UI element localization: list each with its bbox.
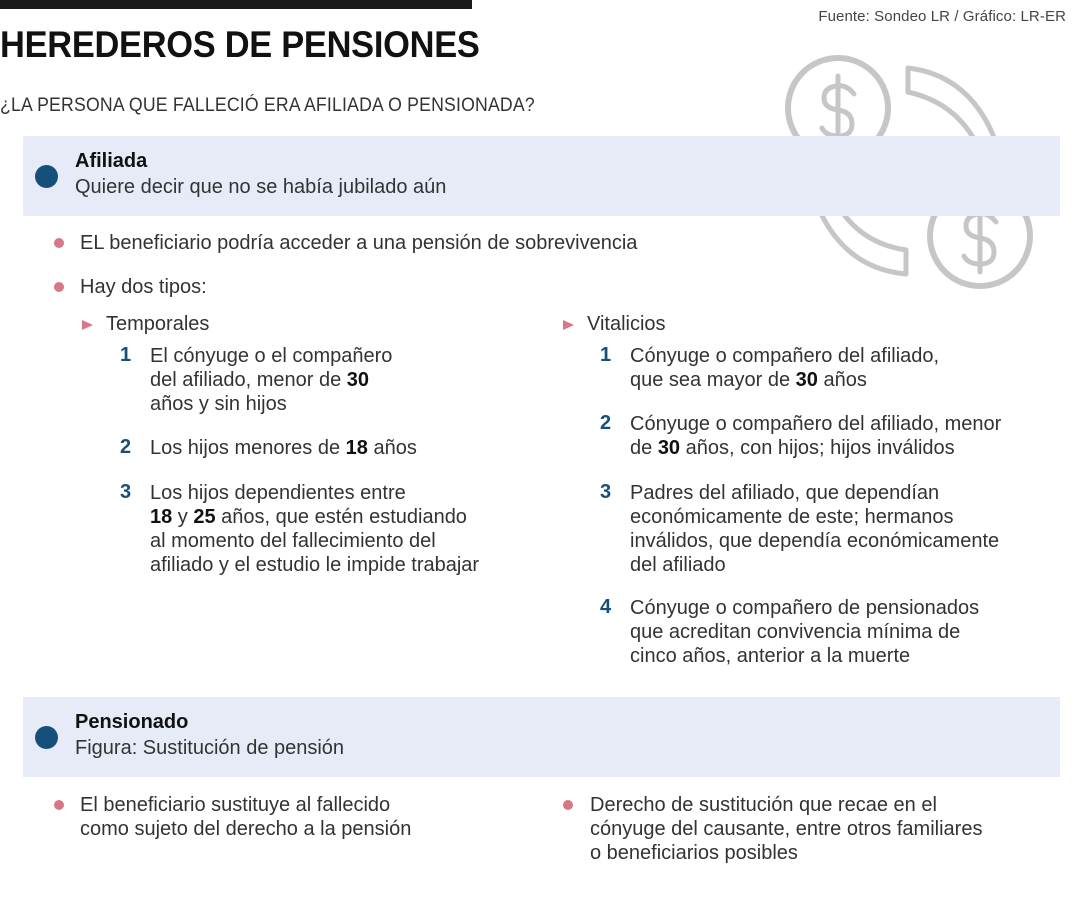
vitalicios-number: 4 <box>600 596 612 618</box>
temporales-item-text <box>150 481 479 577</box>
triangle-marker-icon <box>82 320 93 330</box>
temporales-number: 2 <box>120 436 132 458</box>
vitalicios-item-text <box>630 481 999 577</box>
vitalicios-item-text <box>630 344 939 392</box>
temporales-item-line: El cónyuge o el compañero <box>150 345 393 367</box>
temporales-number: 3 <box>120 481 132 503</box>
bullet-dot <box>54 238 64 248</box>
vitalicios-item-line: económicamente de este; hermanos <box>630 506 954 528</box>
pensionado-bullet-right-line: o beneficiarios posibles <box>590 842 798 864</box>
vitalicios-item-line: que sea mayor de 30 años <box>630 369 867 391</box>
top-rule <box>0 0 472 9</box>
temporales-item-line: 18 y 25 años, que estén estudiando <box>150 506 467 528</box>
temporales-item-line: del afiliado, menor de 30 <box>150 369 370 391</box>
vitalicios-item-text <box>630 412 1001 460</box>
pensionado-bullet-left-line: El beneficiario sustituye al fallecido <box>80 794 391 816</box>
temporales-item-line: al momento del fallecimiento del <box>150 530 436 552</box>
source-credit: Fuente: Sondeo LR / Gráfico: LR-ER <box>818 8 1066 25</box>
afiliada-band <box>23 136 1060 216</box>
pensionado-bullet-right <box>590 793 982 865</box>
vitalicios-label: Vitalicios <box>587 313 666 335</box>
pensionado-bullet-right-line: cónyuge del causante, entre otros familiares <box>590 818 983 840</box>
vitalicios-number: 3 <box>600 481 612 503</box>
temporales-item-line: Los hijos menores de 18 años <box>150 437 417 459</box>
pensionado-dot <box>35 726 58 749</box>
vitalicios-item-line: Padres del afiliado, que dependían <box>630 482 940 504</box>
vitalicios-item-line: Cónyuge o compañero del afiliado, <box>630 345 940 367</box>
temporales-bold-number: 18 <box>345 437 368 459</box>
vitalicios-item-line: Cónyuge o compañero del afiliado, menor <box>630 413 1002 435</box>
triangle-marker-icon <box>563 320 574 330</box>
afiliada-bullet-2: Hay dos tipos: <box>80 276 207 298</box>
pensionado-subheading: Figura: Sustitución de pensión <box>75 737 345 759</box>
afiliada-bullet-1: EL beneficiario podría acceder a una pensión de sobrevivencia <box>80 232 638 254</box>
vitalicios-item-line: cinco años, anterior a la muerte <box>630 645 911 667</box>
bullet-dot <box>54 800 64 810</box>
pensionado-bullet-left <box>80 793 411 841</box>
vitalicios-number: 1 <box>600 344 612 366</box>
afiliada-subheading: Quiere decir que no se había jubilado aún <box>75 176 447 198</box>
pensionado-band <box>23 697 1060 777</box>
temporales-label: Temporales <box>106 313 210 335</box>
vitalicios-item-line: de 30 años, con hijos; hijos inválidos <box>630 437 955 459</box>
temporales-item-text <box>150 436 417 460</box>
question: ¿LA PERSONA QUE FALLECIÓ ERA AFILIADA O PENSIONADA? <box>0 95 535 116</box>
pensionado-bullet-right-line: Derecho de sustitución que recae en el <box>590 794 937 816</box>
bullet-dot <box>563 800 573 810</box>
temporales-bold-number: 30 <box>346 369 370 391</box>
temporales-item-text <box>150 344 392 416</box>
afiliada-heading: Afiliada <box>75 150 148 172</box>
vitalicios-item-line: Cónyuge o compañero de pensionados <box>630 597 980 619</box>
pensionado-heading: Pensionado <box>75 711 189 733</box>
temporales-item-line: Los hijos dependientes entre <box>150 482 406 504</box>
pensionado-bullet-left-line: como sujeto del derecho a la pensión <box>80 818 412 840</box>
vitalicios-item-line: que acreditan convivencia mínima de <box>630 621 961 643</box>
temporales-bold-number: 18 <box>150 506 173 528</box>
temporales-item-line: afiliado y el estudio le impide trabajar <box>150 554 480 576</box>
vitalicios-bold-number: 30 <box>795 369 818 391</box>
temporales-bold-number: 25 <box>193 506 216 528</box>
vitalicios-item-line: del afiliado <box>630 554 726 576</box>
bullet-dot <box>54 282 64 292</box>
afiliada-dot <box>35 165 58 188</box>
vitalicios-item-line: inválidos, que dependía económicamente <box>630 530 1000 552</box>
temporales-item-line: años y sin hijos <box>150 393 287 415</box>
vitalicios-item-text <box>630 596 979 668</box>
temporales-number: 1 <box>120 344 132 366</box>
vitalicios-number: 2 <box>600 412 612 434</box>
vitalicios-bold-number: 30 <box>657 437 681 459</box>
page-title: HEREDEROS DE PENSIONES <box>0 24 480 65</box>
